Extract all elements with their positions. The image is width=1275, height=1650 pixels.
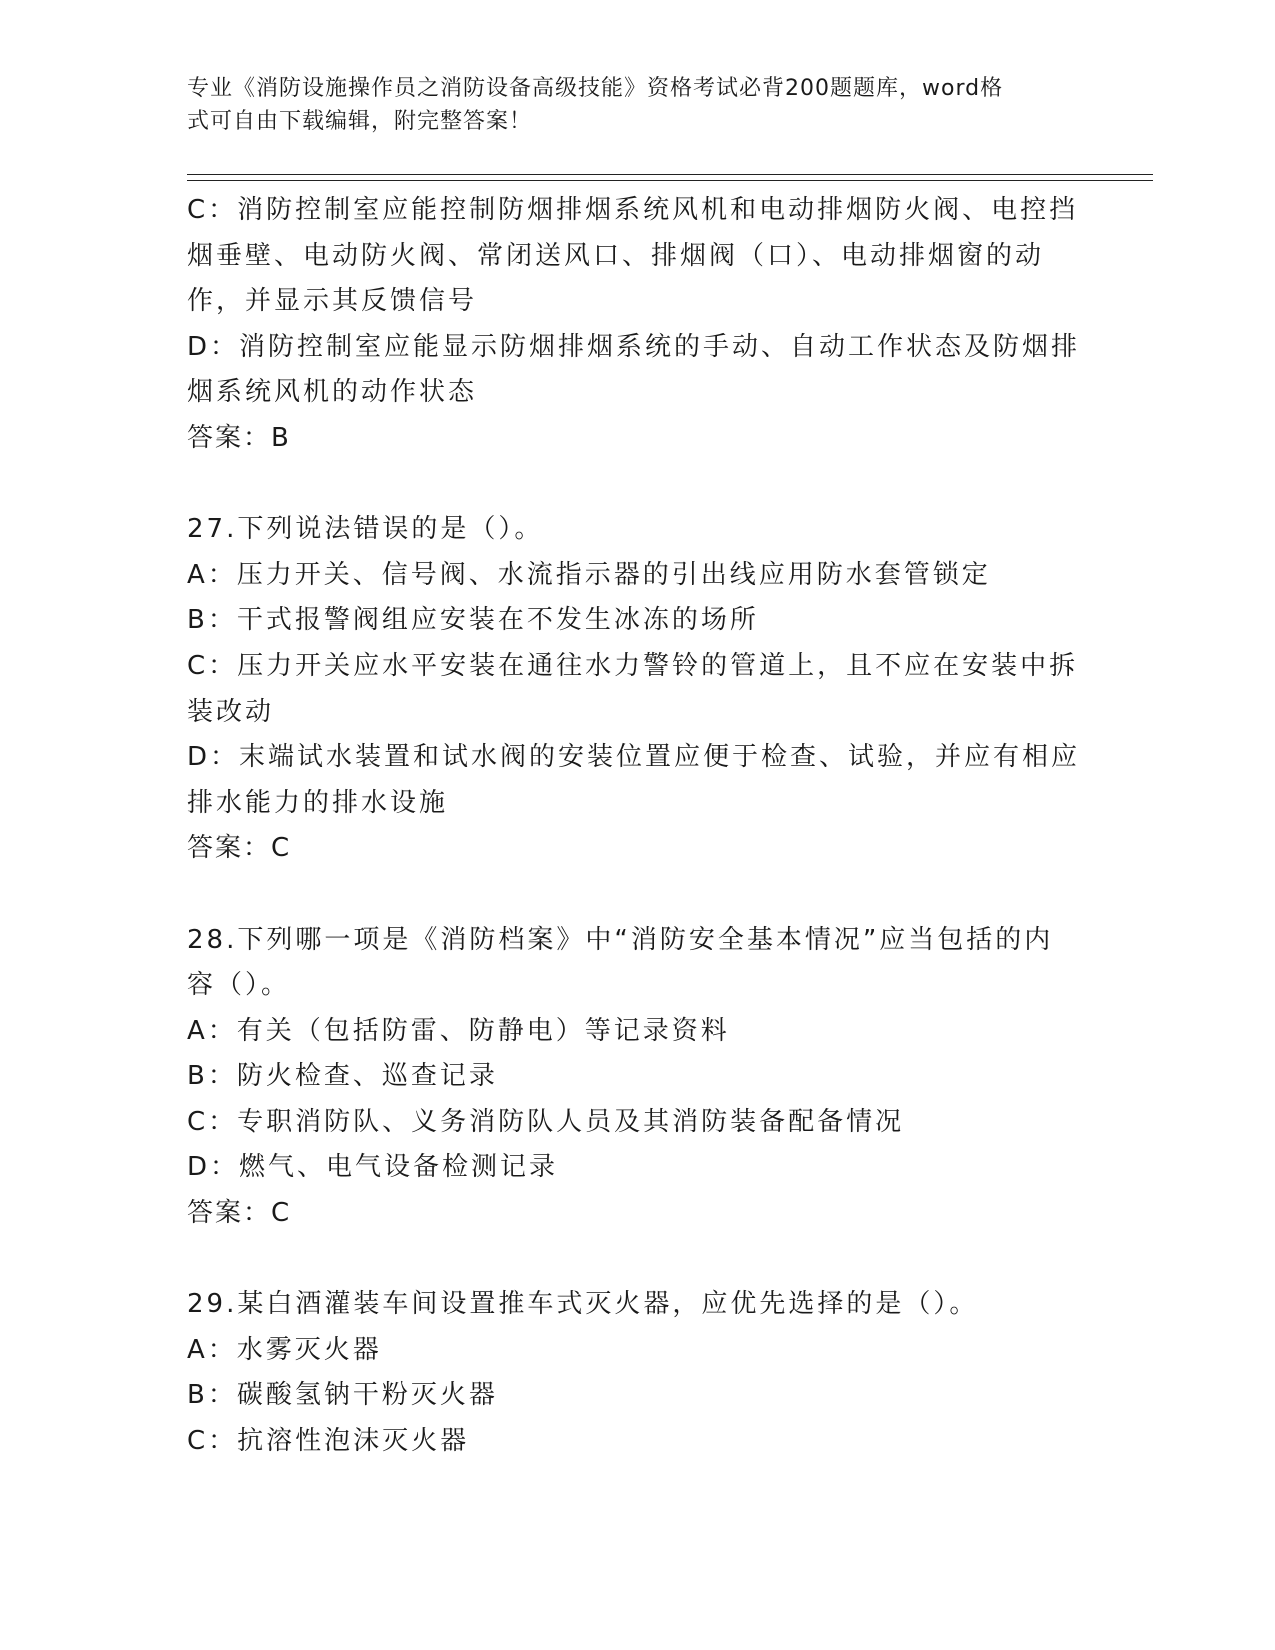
option-b: B：碳酸氢钠干粉灭火器	[187, 1380, 498, 1411]
answer-label: 答案：	[187, 422, 272, 453]
question-27	[187, 507, 1087, 872]
answer-value: C	[271, 833, 292, 864]
option-d	[187, 735, 1087, 826]
header-line-2: 式可自由下载编辑，附完整答案！	[187, 109, 533, 134]
option-a: A：水雾灭火器	[187, 1334, 382, 1365]
question-stem-continued: 容（）。	[187, 970, 291, 1001]
option-d: D：燃气、电气设备检测记录	[187, 1152, 559, 1183]
answer-line	[187, 1191, 1087, 1237]
option-a: A：有关（包括防雷、防静电）等记录资料	[187, 1015, 730, 1046]
spacer	[187, 1237, 1087, 1283]
question-content	[187, 188, 1087, 1465]
option-c	[187, 644, 1087, 735]
question-stem: 27.下列说法错误的是（）。	[187, 514, 544, 545]
option-d	[187, 325, 1087, 416]
option-line: C：压力开关应水平安装在通往水力警铃的管道上，且不应在安装中拆	[187, 650, 1079, 681]
header-divider-top	[187, 174, 1153, 175]
option-c: C：专职消防队、义务消防队人员及其消防装备配备情况	[187, 1106, 905, 1137]
option-line: C：消防控制室应能控制防烟排烟系统风机和电动排烟防火阀、电控挡	[187, 195, 1079, 225]
option-line: D：末端试水装置和试水阀的安装位置应便于检查、试验，并应有相应	[187, 742, 1081, 773]
option-line: 装改动	[187, 696, 275, 727]
option-a: A：压力开关、信号阀、水流指示器的引出线应用防水套管锁定	[187, 559, 991, 590]
answer-line	[187, 826, 1087, 872]
answer-label: 答案：	[187, 1198, 272, 1229]
option-c: C：抗溶性泡沫灭火器	[187, 1426, 470, 1457]
question-stem: 28.下列哪一项是《消防档案》中“消防安全基本情况”应当包括的内	[187, 924, 1054, 955]
question-stem: 29.某白酒灌装车间设置推车式灭火器，应优先选择的是（）。	[187, 1289, 979, 1320]
option-line: 烟垂壁、电动防火阀、常闭送风口、排烟阀（口）、电动排烟窗的动	[187, 240, 1045, 271]
answer-label: 答案：	[187, 833, 272, 864]
question-28	[187, 918, 1087, 1237]
option-line: D：消防控制室应能显示防烟排烟系统的手动、自动工作状态及防烟排	[187, 331, 1081, 362]
option-line: 作，并显示其反馈信号	[187, 286, 478, 317]
answer-line	[187, 416, 1087, 462]
option-c	[187, 188, 1087, 325]
option-b: B：防火检查、巡查记录	[187, 1061, 498, 1092]
spacer	[187, 872, 1087, 918]
option-line: 烟系统风机的动作状态	[187, 377, 478, 408]
header-line-1: 专业《消防设施操作员之消防设备高级技能》资格考试必背200题题库，word格	[187, 76, 1004, 101]
spacer	[187, 462, 1087, 508]
answer-value: B	[271, 422, 291, 453]
document-header	[187, 72, 1087, 138]
question-29	[187, 1282, 1087, 1464]
option-line: 排水能力的排水设施	[187, 787, 449, 818]
answer-value: C	[271, 1198, 292, 1229]
header-divider-bottom	[187, 180, 1153, 181]
option-b: B：干式报警阀组应安装在不发生冰冻的场所	[187, 605, 759, 636]
prev-question	[187, 188, 1087, 462]
